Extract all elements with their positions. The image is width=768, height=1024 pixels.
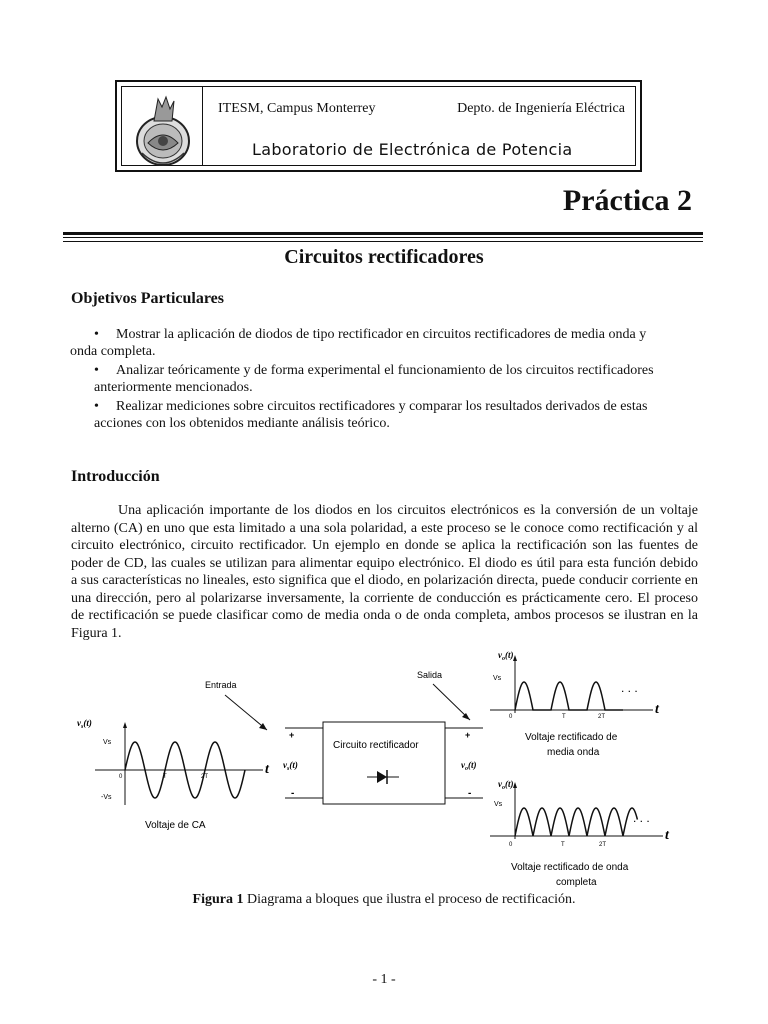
fw-waveform [515, 808, 637, 836]
ac-t-label: t [265, 762, 269, 777]
ac-caption: Voltaje de CA [145, 820, 206, 831]
fw-amp-label: Vs [494, 801, 503, 808]
hw-caption-2: media onda [547, 747, 600, 758]
hw-zero-label: 0 [509, 714, 513, 720]
department-name: Depto. de Ingeniería Eléctrica [457, 101, 625, 116]
fw-t-label: t [665, 828, 669, 843]
bullet-icon: • [94, 399, 99, 414]
ac-T-label: T [163, 774, 167, 780]
bullet-icon: • [94, 327, 99, 342]
practice-label: Práctica 2 [562, 184, 692, 217]
figure-caption [0, 892, 768, 908]
ac-neg-amp-label: -Vs [101, 794, 112, 801]
ac-zero-label: 0 [119, 774, 123, 780]
header-box [115, 80, 642, 172]
out-minus: - [468, 788, 472, 799]
hw-2T-label: 2T [598, 714, 606, 720]
page-title: Circuitos rectificadores [284, 246, 484, 268]
hw-dots: . . . [621, 681, 638, 695]
block-output-label: $v_o(t)$ [461, 760, 477, 772]
list-item-line: onda completa. [70, 344, 156, 359]
list-item-line: acciones con los obtenidos mediante análisis teórico. [94, 416, 390, 431]
ac-voltage-plot [77, 718, 270, 831]
figure-1-diagram [77, 640, 705, 890]
out-plus: + [465, 730, 471, 740]
hw-t-label: t [655, 702, 659, 717]
fw-zero-label: 0 [509, 842, 513, 848]
institution-name: ITESM, Campus Monterrey [218, 101, 376, 116]
ac-ylabel: $v_s(t)$ [77, 718, 92, 730]
lab-name: Laboratorio de Electrónica de Potencia [252, 140, 573, 159]
figure-caption-text: Diagrama a bloques que ilustra el proceso de rectificación. [243, 892, 576, 907]
list-item-line: Realizar mediciones sobre circuitos rectificadores y comparar los resultados derivados de estas [116, 399, 648, 414]
list-item-line: Mostrar la aplicación de diodos de tipo rectificador en circuitos rectificadores de media onda y [116, 327, 647, 342]
ac-y-arrowhead [123, 722, 127, 728]
ac-2T-label: 2T [201, 774, 209, 780]
fw-T-label: T [561, 842, 565, 848]
list-item-line: anteriormente mencionados. [94, 380, 253, 395]
full-wave-plot [490, 779, 670, 888]
hw-T-label: T [562, 714, 566, 720]
title-rule [63, 232, 703, 242]
block-input-label: $v_s(t)$ [283, 760, 298, 772]
university-seal-icon [132, 93, 194, 169]
fw-caption-1: Voltaje rectificado de onda [511, 862, 629, 873]
intro-paragraph: Una aplicación importante de los diodos en los circuitos electrónicos es la conversión de un voltaje alterno (CA) en uno que esta limitado a una sola polaridad, a este proceso se le conoce como rectificación y al circuito electrónico, circuito rectificador. Un ejemplo en donde se aplica la rectificación son las fuentes de poder de CD, las cuales se utilizan para alimentar equipo electrónico. El diodo es útil para esta función debido a sus características no lineales, esto significa que el diodo, en polarización directa, puede conducir corriente en una dirección, pero al polarizarse inversamente, la corriente de conducción es prácticamente cero. El proceso de rectificación se puede clasificar como de media onda o de onda completa, ambos procesos se ilustran en la Figura 1. [71, 503, 698, 641]
header-inner-frame [121, 86, 636, 166]
list-item [94, 398, 698, 432]
fw-ylabel: $v_o(t)$ [498, 779, 514, 791]
hw-caption-1: Voltaje rectificado de [525, 732, 618, 743]
fw-caption-2: completa [556, 877, 597, 888]
in-plus: + [289, 730, 295, 740]
objectives-list [70, 326, 698, 434]
fw-2T-label: 2T [599, 842, 607, 848]
page-number: - 1 - [372, 972, 396, 987]
input-arrow [225, 695, 267, 730]
block-label: Circuito rectificador [333, 740, 419, 751]
fw-y-arrowhead [513, 782, 517, 788]
input-label: Entrada [205, 680, 237, 690]
list-item-line: Analizar teóricamente y de forma experimental el funcionamiento de los circuitos rectificadores [116, 363, 654, 378]
half-wave-plot [490, 650, 660, 758]
header-divider [202, 87, 203, 165]
ac-amp-label: Vs [103, 739, 112, 746]
hw-y-arrowhead [513, 655, 517, 661]
output-label: Salida [417, 670, 443, 680]
hw-ylabel: $v_o(t)$ [498, 650, 514, 662]
hw-waveform [515, 682, 623, 710]
fw-dots: . . . [633, 811, 650, 825]
rectifier-block [283, 722, 483, 804]
list-item [94, 362, 698, 396]
list-item [70, 326, 698, 360]
bullet-icon: • [94, 363, 99, 378]
objectives-heading: Objetivos Particulares [71, 290, 225, 307]
in-minus: - [291, 788, 295, 799]
figure-caption-label: Figura 1 [192, 892, 244, 907]
hw-amp-label: Vs [493, 675, 502, 682]
intro-heading: Introducción [71, 468, 160, 485]
